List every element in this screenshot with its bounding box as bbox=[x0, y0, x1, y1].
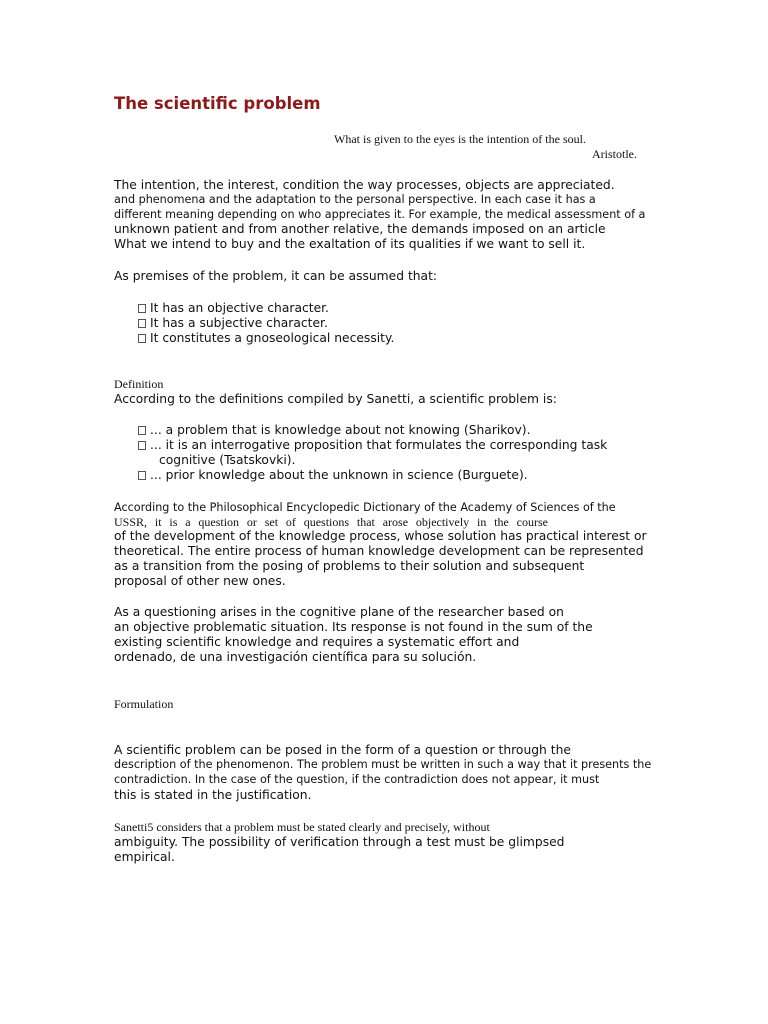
encyclopedic-line: theoretical. The entire process of human knowledge development can be represented bbox=[114, 544, 644, 558]
intro-line: unknown patient and from another relative, the demands imposed on an article bbox=[114, 222, 606, 236]
premises-lead: As premises of the problem, it can be assumed that: bbox=[114, 269, 438, 283]
definition-text: ... prior knowledge about the unknown in science (Burguete). bbox=[150, 468, 528, 482]
epigraph-quote: What is given to the eyes is the intention of the soul. bbox=[334, 132, 586, 146]
formulation-line: description of the phenomenon. The problem must be written in such a way that it presents the bbox=[114, 758, 652, 771]
page-title: The scientific problem bbox=[114, 94, 321, 113]
checkbox-bullet-icon bbox=[138, 471, 146, 480]
premise-text: It constitutes a gnoseological necessity. bbox=[150, 331, 395, 345]
sanetti-line: ambiguity. The possibility of verification through a test must be glimpsed bbox=[114, 835, 565, 849]
definition-item bbox=[138, 438, 607, 452]
sanetti-line: empirical. bbox=[114, 850, 175, 864]
intro-line: different meaning depending on who appreciates it. For example, the medical assessment of a bbox=[114, 208, 646, 221]
encyclopedic-line: According to the Philosophical Encyclopedic Dictionary of the Academy of Sciences of the bbox=[114, 501, 616, 514]
formulation-line: contradiction. In the case of the question, if the contradiction does not appear, it must bbox=[114, 773, 600, 786]
checkbox-bullet-icon bbox=[138, 426, 146, 435]
checkbox-bullet-icon bbox=[138, 319, 146, 328]
questioning-line: As a questioning arises in the cognitive plane of the researcher based on bbox=[114, 605, 564, 619]
definition-text: ... it is an interrogative proposition that formulates the corresponding task bbox=[150, 438, 608, 452]
premise-item bbox=[138, 316, 328, 330]
encyclopedic-line: as a transition from the posing of problems to their solution and subsequent bbox=[114, 559, 585, 573]
sanetti-line: Sanetti5 considers that a problem must be stated clearly and precisely, without bbox=[114, 820, 490, 834]
encyclopedic-line: proposal of other new ones. bbox=[114, 574, 286, 588]
premise-item bbox=[138, 301, 329, 315]
formulation-heading: Formulation bbox=[114, 697, 174, 711]
encyclopedic-line: USSR, it is a question or set of questions that arose objectively in the course bbox=[114, 515, 548, 529]
definition-lead: According to the definitions compiled by Sanetti, a scientific problem is: bbox=[114, 392, 557, 406]
definition-heading: Definition bbox=[114, 377, 164, 391]
checkbox-bullet-icon bbox=[138, 334, 146, 343]
definition-item bbox=[138, 423, 531, 437]
encyclopedic-line: of the development of the knowledge process, whose solution has practical interest or bbox=[114, 529, 647, 543]
questioning-line: ordenado, de una investigación científica para su solución. bbox=[114, 650, 477, 664]
intro-line: The intention, the interest, condition the way processes, objects are appreciated. bbox=[114, 178, 615, 192]
premise-text: It has a subjective character. bbox=[150, 316, 328, 330]
formulation-line: A scientific problem can be posed in the form of a question or through the bbox=[114, 743, 571, 757]
formulation-line: this is stated in the justification. bbox=[114, 788, 312, 802]
intro-line: What we intend to buy and the exaltation of its qualities if we want to sell it. bbox=[114, 237, 586, 251]
checkbox-bullet-icon bbox=[138, 304, 146, 313]
definition-item bbox=[138, 468, 528, 482]
definition-continuation: cognitive (Tsatskovki). bbox=[159, 453, 296, 467]
checkbox-bullet-icon bbox=[138, 441, 146, 450]
questioning-line: an objective problematic situation. Its response is not found in the sum of the bbox=[114, 620, 593, 634]
epigraph-author: Aristotle. bbox=[592, 147, 637, 161]
premise-item bbox=[138, 331, 394, 345]
questioning-line: existing scientific knowledge and requires a systematic effort and bbox=[114, 635, 520, 649]
premise-text: It has an objective character. bbox=[150, 301, 329, 315]
intro-line: and phenomena and the adaptation to the personal perspective. In each case it has a bbox=[114, 193, 596, 206]
definition-text: ... a problem that is knowledge about not knowing (Sharikov). bbox=[150, 423, 531, 437]
